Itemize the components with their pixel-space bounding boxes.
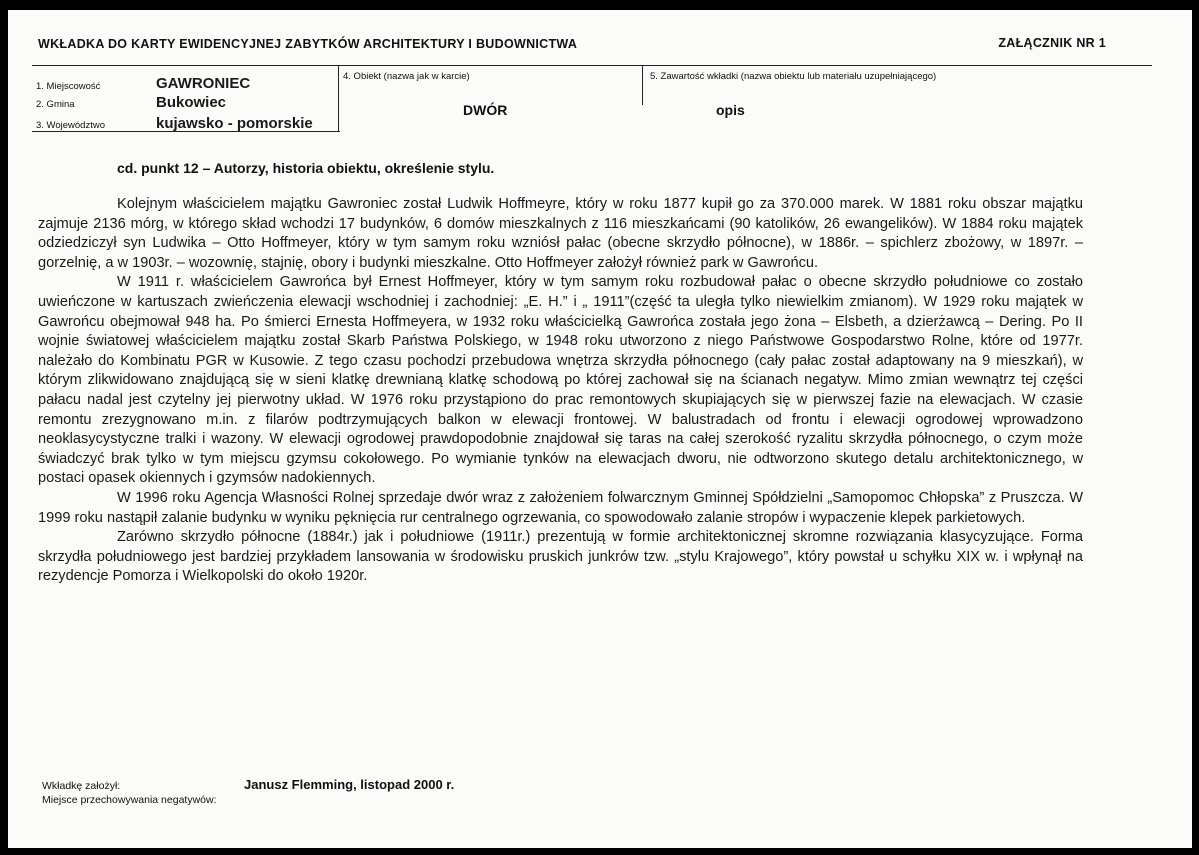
document-sheet: [8, 10, 1192, 848]
section-heading: cd. punkt 12 – Autorzy, historia obiektu, określenie stylu.: [117, 160, 495, 176]
footer-author-label: Wkładkę założył:: [42, 780, 121, 792]
footer-storage-label: Miejsce przechowywania negatywów:: [42, 794, 217, 806]
field-content-label: 5. Zawartość wkładki (nazwa obiektu lub materiału uzupełniającego): [650, 71, 937, 82]
field-locality-label: 1. Miejscowość: [36, 81, 101, 92]
field-column-divider-1: [338, 65, 339, 132]
footer-author-value: Janusz Flemming, listopad 2000 r.: [244, 777, 455, 792]
paragraph: Kolejnym właścicielem majątku Gawroniec został Ludwik Hoffmeyre, który w roku 1877 kupił go za 370.000 marek. W 1881 roku obszar majątku zajmuje 2136 mórg, w którego skład wchodzi 17 budynków, 6 domów mieszkalnych z 116 mieszkańcami (90 katolików, 26 ewangelików). W 1884 roku majątek odziedziczył syn Ludwika – Otto Hoffmeyer, który w tym samym roku wzniósł pałac (obecne skrzydło północne), w 1886r. – spichlerz zbożowy, w 1897r. – gorzelnię, a w 1903r. – wozownię, stajnię, obory i budynki mieszkalne. Otto Hoffmeyer założył również park w Gawrońcu.: [38, 196, 1083, 271]
field-commune-label: 2. Gmina: [36, 99, 75, 110]
field-content-value: opis: [716, 102, 745, 118]
field-voivodeship-value: kujawsko - pomorskie: [156, 115, 313, 132]
history-text: [38, 195, 1083, 587]
header-divider: [32, 65, 1152, 66]
attachment-number: ZAŁĄCZNIK NR 1: [998, 36, 1106, 50]
paragraph: W 1911 r. właścicielem Gawrońca był Ernest Hoffmeyer, który w tym samym roku rozbudował pałac o obecne skrzydło południowe co zostało uwieńczone w kartuszach zwieńczenia elewacji wschodniej i zachodniej: „E. H.” i „ 1911”(część ta uległa tylko niewielkim zmianom). W 1929 roku majątek w Gawrońcu obejmował 948 ha. Po śmierci Ernesta Hoffmeyera, w 1932 roku właścicielką Gawrońca została jego żona – Elsbeth, a dzierżawcą – Dering. Po II wojnie światowej właścicielem majątku został Skarb Państwa Polskiego, w 1948 roku utworzono z niego Państwowe Gospodarstwo Rolne, które od 1977r. należało do Kombinatu PGR w Kusowie. Z tego czasu pochodzi przebudowa wnętrza skrzydła północnego (cały pałac został adaptowany na 9 mieszkań), w którym zlikwidowano znajdującą się w sieni klatkę drewnianą klatkę schodową po której zachował się na ścianach negatyw. Mimo zmian wewnątrz tej części pałacu nadal jest czytelny jej pierwotny układ. W 1976 roku przystąpiono do prac remontowych skupiających się w pierwszej fazie na elewacjach. W czasie remontu zrezygnowano m.in. z filarów podtrzymujących balkon w elewacji frontowej. W balustradach od frontu i elewacji ogrodowej wprowadzono neoklasycystyczne tralki i wazony. W elewacji ogrodowej prawdopodobnie znajdował się taras na całej szerokość ryzalitu skrzydła północnego, o czym może świadczyć brak tylko w tym miejscu gzymsu cokołowego. Po wymianie tynków na elewacjach dworu, nie odtworzono skutego detalu architektonicznego, w postaci opasek okiennych i gzymsów nadokiennych.: [38, 274, 1083, 487]
field-object-label: 4. Obiekt (nazwa jak w karcie): [343, 71, 470, 82]
paragraph: Zarówno skrzydło północne (1884r.) jak i południowe (1911r.) prezentują w formie architektonicznej skromne rozwiązania klasycyzujące. Forma skrzydła południowego jest bardziej przykładem lansowania w środowisku pruskich junkrów tzw. „stylu Krajowego”, który powstał u schyłku XIX w. i wpłynął na rezydencje Pomorza i Wielkopolski do około 1920r.: [38, 529, 1083, 585]
field-commune-value: Bukowiec: [156, 94, 227, 111]
field-column-divider-2: [642, 65, 643, 105]
paragraph: W 1996 roku Agencja Własności Rolnej sprzedaje dwór wraz z założeniem folwarcznym Gminnej Spółdzielni „Samopomoc Chłopska” z Pruszcza. W 1999 roku nastąpił zalanie budynku w wyniku pęknięcia rur centralnego ogrzewania, co spowodowało zalanie stropów i wypaczenie klepek parkietowych.: [38, 489, 1083, 526]
document-title: WKŁADKA DO KARTY EWIDENCYJNEJ ZABYTKÓW ARCHITEKTURY I BUDOWNICTWA: [38, 37, 578, 51]
field-object-value: DWÓR: [463, 102, 508, 118]
field-locality-value: GAWRONIEC: [156, 75, 251, 92]
field-voivodeship-label: 3. Województwo: [36, 120, 105, 131]
